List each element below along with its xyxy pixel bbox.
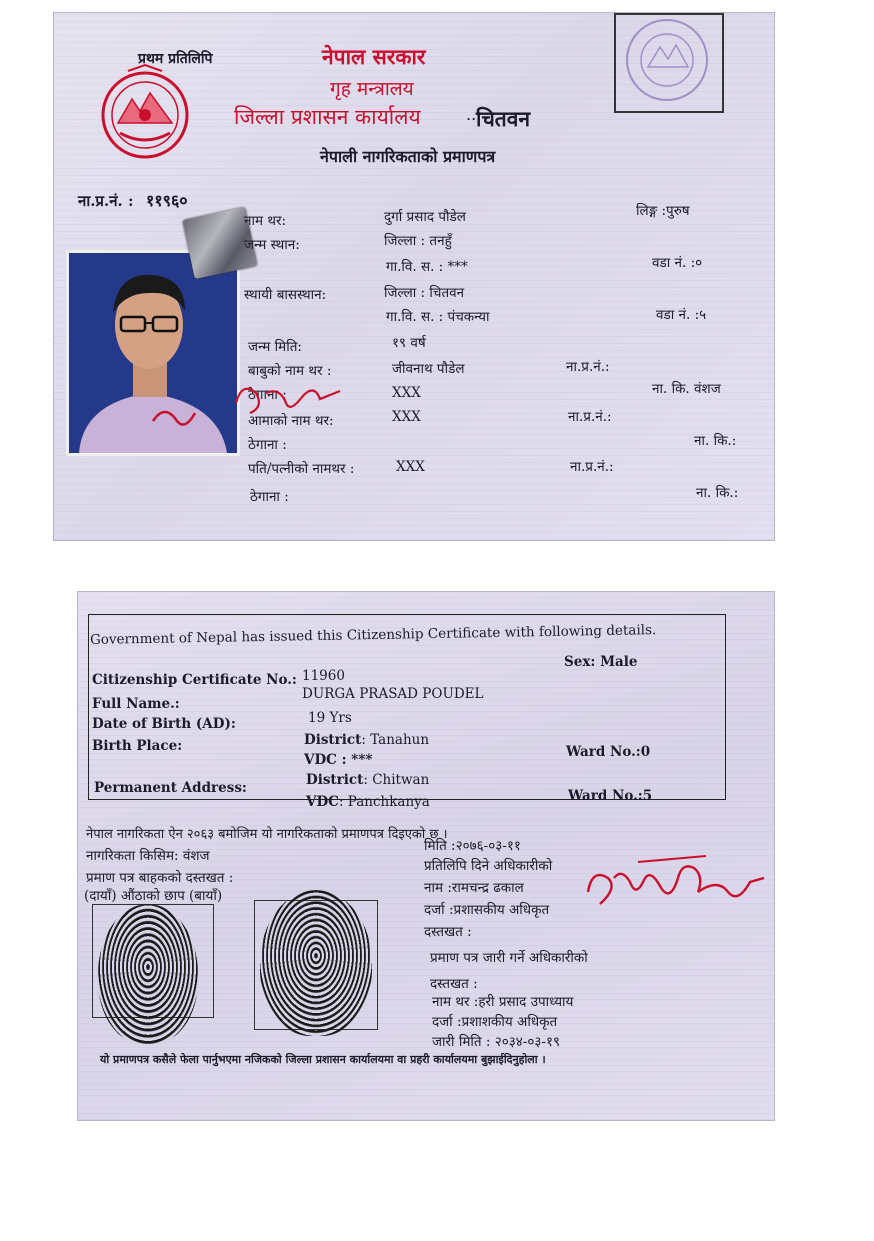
back-fullname: DURGA PRASAD POUDEL: [302, 686, 484, 702]
citizenship-card-back: [78, 592, 774, 1120]
permanent-vdc: गा.वि. स. : पंचकन्या: [386, 309, 490, 325]
certificate-title: नेपाली नागरिकताको प्रमाणपत्र: [320, 147, 496, 166]
back-perm-vdc: : Panchkanya: [338, 794, 430, 810]
issuing-officer-title: प्रमाण पत्र जारी गर्ने अधिकारीको: [430, 950, 588, 966]
person-portrait-icon: [69, 253, 237, 453]
office-seal-icon: [624, 17, 710, 103]
back-cert-number-label: Citizenship Certificate No.:: [92, 672, 297, 688]
back-perm-ward: Ward No.:5: [568, 788, 653, 804]
issuing-officer-signature-label: दस्तखत :: [430, 976, 478, 992]
issuing-officer-name: नाम थर :हरी प्रसाद उपाध्याय: [432, 994, 574, 1010]
back-birthplace-label: Birth Place:: [92, 738, 183, 754]
back-fullname-label: Full Name.:: [92, 696, 180, 712]
copy-date: मिति :२०७६-०३-११: [424, 838, 521, 854]
back-birth-district: : Tanahun: [361, 732, 430, 748]
right-thumbprint-icon: [98, 904, 198, 1044]
spouse-citizenship-type: ना. कि.:: [696, 485, 739, 501]
birthplace-label: जन्म स्थान:: [244, 237, 300, 253]
certificate-number: ११९६०: [146, 191, 188, 210]
issuing-officer-rank: दर्जा :प्रशाशकीय अधिकृत: [432, 1014, 558, 1030]
mother-name-label: आमाको नाम थर:: [248, 413, 334, 429]
permanent-district: जिल्ला : चितवन: [384, 285, 465, 301]
act-statement: नेपाल नागरिकता ऐन २०६३ बमोजिम यो नागरिकताको प्रमाणपत्र दिइएको छ ।: [86, 827, 448, 842]
spouse-name-label: पति/पत्नीको नामथर :: [248, 461, 355, 477]
government-title: नेपाल सरकार: [322, 44, 426, 69]
certificate-number-label: ना.प्र.नं. :: [78, 192, 134, 210]
ministry-title: गृह मन्त्रालय: [330, 78, 414, 100]
dob-value: १९ वर्ष: [392, 335, 426, 351]
back-birth-district-label: District: [304, 732, 362, 748]
back-perm-district: : Chitwan: [363, 772, 430, 788]
first-copy-label: प्रथम प्रतिलिपि: [138, 51, 213, 67]
holder-photo: [66, 250, 240, 456]
father-cert-label: ना.प्र.नं.:: [566, 359, 610, 375]
copy-officer-name: नाम :रामचन्द्र ढकाल: [424, 880, 524, 896]
copy-officer-signature-label: दस्तखत :: [424, 924, 472, 940]
thumbprint-label: (दायाँ) औंठाको छाप (बायाँ): [84, 888, 223, 904]
red-signature-mark: [230, 373, 350, 423]
permanent-ward: वडा नं. :५: [656, 307, 707, 323]
back-dob-label: Date of Birth (AD):: [92, 716, 236, 732]
back-dob-value: 19 Yrs: [308, 710, 352, 726]
nepal-emblem-icon: [98, 63, 192, 163]
mother-citizenship-type: ना. कि.:: [694, 433, 737, 449]
name-label: नाम थर:: [244, 213, 287, 229]
back-birth-ward: Ward No.:0: [566, 744, 651, 760]
citizenship-type-line: नागरिकता किसिम: वंशज: [86, 848, 210, 864]
left-thumbprint-icon: [260, 890, 372, 1036]
back-sex: Sex: Male: [564, 654, 638, 670]
mother-address-label: ठेगाना :: [248, 437, 287, 453]
holder-signature-label: प्रमाण पत्र बाहकको दस्तखत :: [86, 870, 234, 886]
officer-red-signature: [578, 848, 770, 928]
issue-date: जारी मिति : २०३४-०३-१९: [432, 1034, 560, 1050]
father-address-label: ठेगाना :: [248, 387, 287, 403]
copy-officer-rank: दर्जा :प्रशासकीय अधिकृत: [424, 902, 550, 918]
back-birth-vdc: VDC : ***: [304, 752, 373, 768]
back-cert-number: 11960: [302, 668, 345, 684]
back-intro-text: Government of Nepal has issued this Citizenship Certificate with following details.: [89, 622, 657, 648]
birthplace-ward: वडा नं. :०: [652, 255, 703, 271]
father-name-label: बाबुको नाम थर :: [248, 363, 332, 379]
citizenship-card-front: [54, 13, 774, 540]
district-name: चितवन: [476, 106, 531, 131]
birthplace-vdc: गा.वि. स. : ***: [386, 259, 468, 275]
back-perm-district-label: District: [306, 772, 364, 788]
citizenship-type: ना. कि. वंशज: [652, 381, 721, 397]
name-value: दुर्गा प्रसाद पौडेल: [384, 209, 466, 225]
mother-cert-label: ना.प्र.नं.:: [568, 409, 612, 425]
spouse-cert-label: ना.प्र.नं.:: [570, 459, 614, 475]
back-perm-vdc-label: VDC: [306, 794, 339, 810]
back-permanent-address-label: Permanent Address:: [94, 780, 247, 796]
mother-name-value: XXX: [392, 409, 421, 425]
spouse-address-label: ठेगाना :: [250, 489, 289, 505]
dob-label: जन्म मिति:: [248, 339, 302, 355]
return-instruction-footer: यो प्रमाणपत्र कसैले फेला पार्नुभएमा नजिकको जिल्ला प्रशासन कार्यालयमा वा प्रहरी कार्यालयमा बुझाईदिनुहोला ।: [100, 1053, 546, 1066]
sex-value: लिङ्ग :पुरुष: [636, 203, 690, 219]
office-title: जिल्ला प्रशासन कार्यालय: [234, 105, 421, 129]
office-dots: ..: [466, 105, 477, 124]
father-address-value: XXX: [392, 385, 421, 401]
father-name-value: जीवनाथ पौडेल: [392, 361, 465, 377]
spouse-name-value: XXX: [396, 459, 425, 475]
permanent-address-label: स्थायी बासस्थान:: [244, 287, 327, 303]
birthplace-district: जिल्ला : तनहुँ: [384, 233, 452, 249]
copy-officer-title: प्रतिलिपि दिने अधिकारीको: [424, 858, 553, 874]
